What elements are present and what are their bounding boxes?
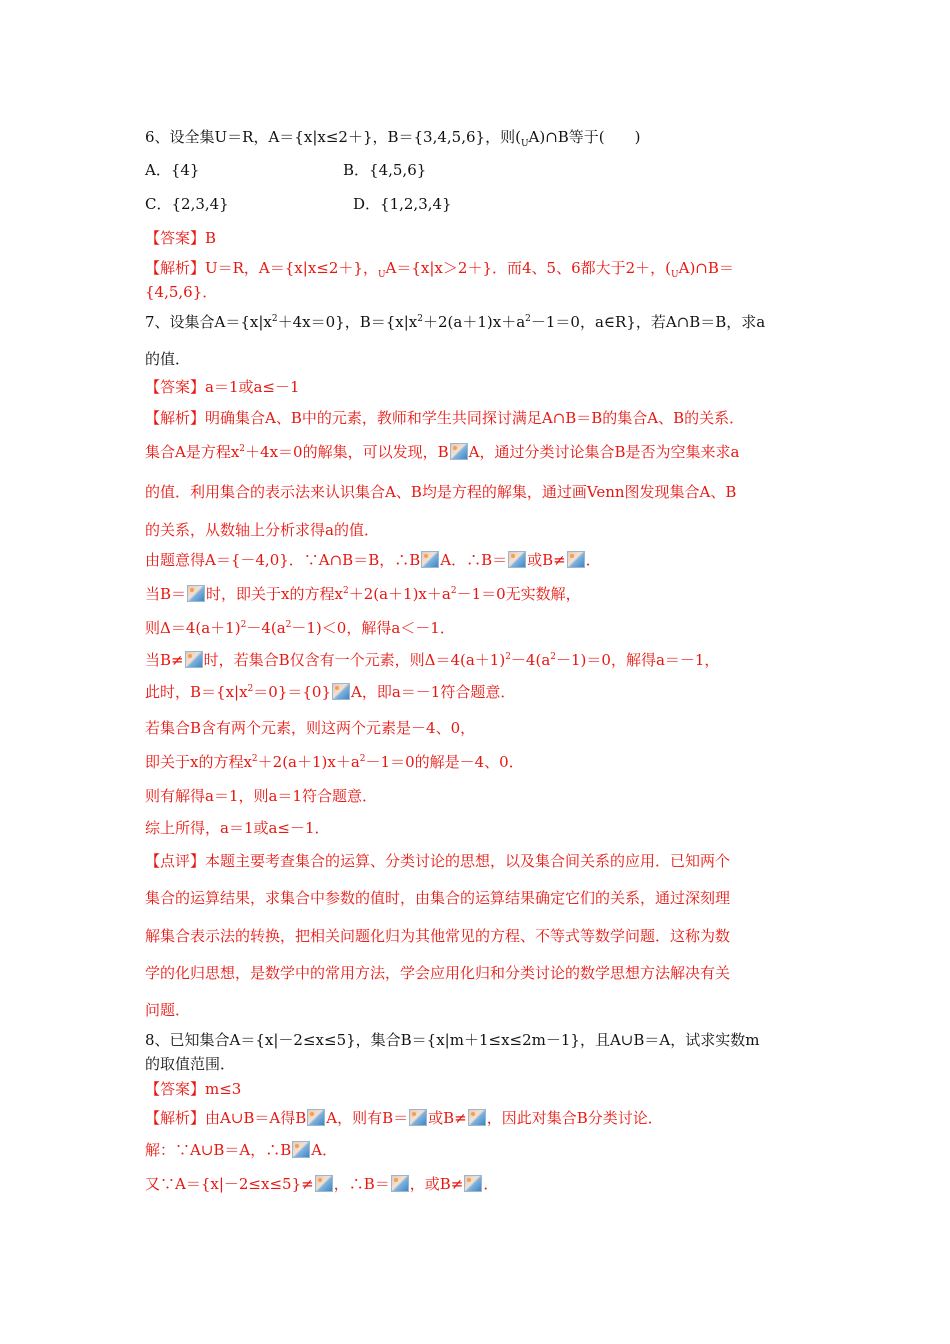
q7-analysis-line9: 此时，$B=\{x|x^2=0\}=\{0\}$ A，即a＝－1符合题意． bbox=[145, 683, 516, 701]
q6-analysis-line2: {4,5,6}． bbox=[145, 283, 218, 301]
q7-comment-line3: 解集合表示法的转换，把相关问题化归为其他常见的方程、不等式等数学问题．这称为数 bbox=[145, 927, 731, 945]
empty-set-image bbox=[468, 1109, 486, 1126]
q7-analysis-line7: 则$\Delta=4(a+1)^2-4(a^2-1)<0$，解得a＜－1． bbox=[145, 619, 455, 637]
q6-option-a: A．{4} bbox=[145, 161, 200, 179]
q7-stem-line1: 7、设集合$A=\{x|x^2+4x=0\}$，$B=\{x|x^2+2(a+1)x+a^2-1=0$，a∈R}，若A∩B＝B，求a bbox=[145, 313, 766, 331]
q7-comment-line5: 问题． bbox=[145, 1001, 191, 1019]
q7-analysis-line12: 则有解得a＝1，则a＝1符合题意． bbox=[145, 787, 377, 805]
subset-symbol-image bbox=[307, 1109, 325, 1126]
q7-analysis-line10: 若集合B含有两个元素，则这两个元素是－4、0， bbox=[145, 719, 476, 737]
empty-set-image bbox=[315, 1175, 333, 1192]
q7-analysis-line4: 的关系，从数轴上分析求得a的值． bbox=[145, 521, 379, 539]
q7-comment-line4: 学的化归思想，是数学中的常用方法，学会应用化归和分类讨论的数学思想方法解决有关 bbox=[145, 964, 731, 982]
q7-analysis-line1: 【解析】明确集合A、B中的元素，教师和学生共同探讨满足A∩B＝B的集合A、B的关系． bbox=[145, 409, 745, 427]
q7-analysis-line5: 由题意得A＝{－4,0}．∵A∩B＝B，∴B A．∴B＝ 或B≠ ． bbox=[145, 551, 601, 569]
q7-analysis-line8: 当B≠ 时，若集合B仅含有一个元素，则$\Delta=4(a+1)^2-4(a^2-1)=0$，解得a＝－1， bbox=[145, 651, 720, 669]
q7-answer: 【答案】a＝1或a≤－1 bbox=[145, 378, 300, 396]
q6-option-d: D．{1,2,3,4} bbox=[353, 195, 452, 213]
q7-analysis-line3: 的值．利用集合的表示法来认识集合A、B均是方程的解集，通过画Venn图发现集合A、B bbox=[145, 483, 737, 501]
q7-comment-line2: 集合的运算结果，求集合中参数的值时，由集合的运算结果确定它们的关系，通过深刻理 bbox=[145, 889, 731, 907]
subset-symbol-image bbox=[292, 1141, 310, 1158]
empty-set-image bbox=[185, 651, 203, 668]
q7-stem-line2: 的值． bbox=[145, 350, 191, 368]
q8-analysis-line2: 解：∵A∪B＝A，∴B A． bbox=[145, 1141, 338, 1159]
q7-analysis-line2: 集合A是方程$x^2+4x=0$的解集，可以发现，B A，通过分类讨论集合B是否为空集来求a bbox=[145, 443, 740, 461]
empty-set-image bbox=[409, 1109, 427, 1126]
q6-analysis-line1: 【解析】U＝R，A＝{x|x≤2＋}，$_U$A＝{x|x＞2＋}．而4、5、6都大于2＋，$(_UA)\cap B=$ bbox=[145, 259, 734, 280]
q7-analysis-line11: 即关于x的方程$x^2+2(a+1)x+a^2-1=0$的解是－4、0． bbox=[145, 753, 524, 771]
subset-symbol-image bbox=[421, 551, 439, 568]
empty-set-image bbox=[187, 585, 205, 602]
empty-set-image bbox=[508, 551, 526, 568]
q8-answer: 【答案】m≤3 bbox=[145, 1080, 242, 1098]
q6-option-c: C．{2,3,4} bbox=[145, 195, 229, 213]
q6-option-b: B．{4,5,6} bbox=[343, 161, 427, 179]
q6-answer: 【答案】B bbox=[145, 229, 217, 247]
subset-symbol-image bbox=[450, 443, 468, 460]
empty-set-image bbox=[464, 1175, 482, 1192]
q8-analysis-line3: 又∵A＝{x|－2≤x≤5}≠ ，∴B＝ ，或B≠ ． bbox=[145, 1175, 499, 1193]
q6-stem: 6、设全集U＝R，A＝{x|x≤2＋}，B＝{3,4,5,6}，则$(_UA)\cap B$等于( ) bbox=[145, 128, 641, 149]
q8-analysis-line1: 【解析】由A∪B＝A得B A，则有B＝ 或B≠ ，因此对集合B分类讨论． bbox=[145, 1109, 663, 1127]
q8-stem-line1: 8、已知集合A＝{x|－2≤x≤5}，集合B＝{x|m＋1≤x≤2m－1}，且A∪B＝A，试求实数m bbox=[145, 1031, 760, 1049]
q7-analysis-line6: 当B＝ 时，即关于x的方程$x^2+2(a+1)x+a^2-1=0$无实数解， bbox=[145, 585, 581, 603]
q7-analysis-line13: 综上所得，a＝1或a≤－1． bbox=[145, 819, 330, 837]
empty-set-image bbox=[567, 551, 585, 568]
subset-symbol-image bbox=[332, 683, 350, 700]
q7-comment-line1: 【点评】本题主要考查集合的运算、分类讨论的思想，以及集合间关系的应用．已知两个 bbox=[145, 852, 731, 870]
q8-stem-line2: 的取值范围． bbox=[145, 1055, 236, 1073]
empty-set-image bbox=[391, 1175, 409, 1192]
